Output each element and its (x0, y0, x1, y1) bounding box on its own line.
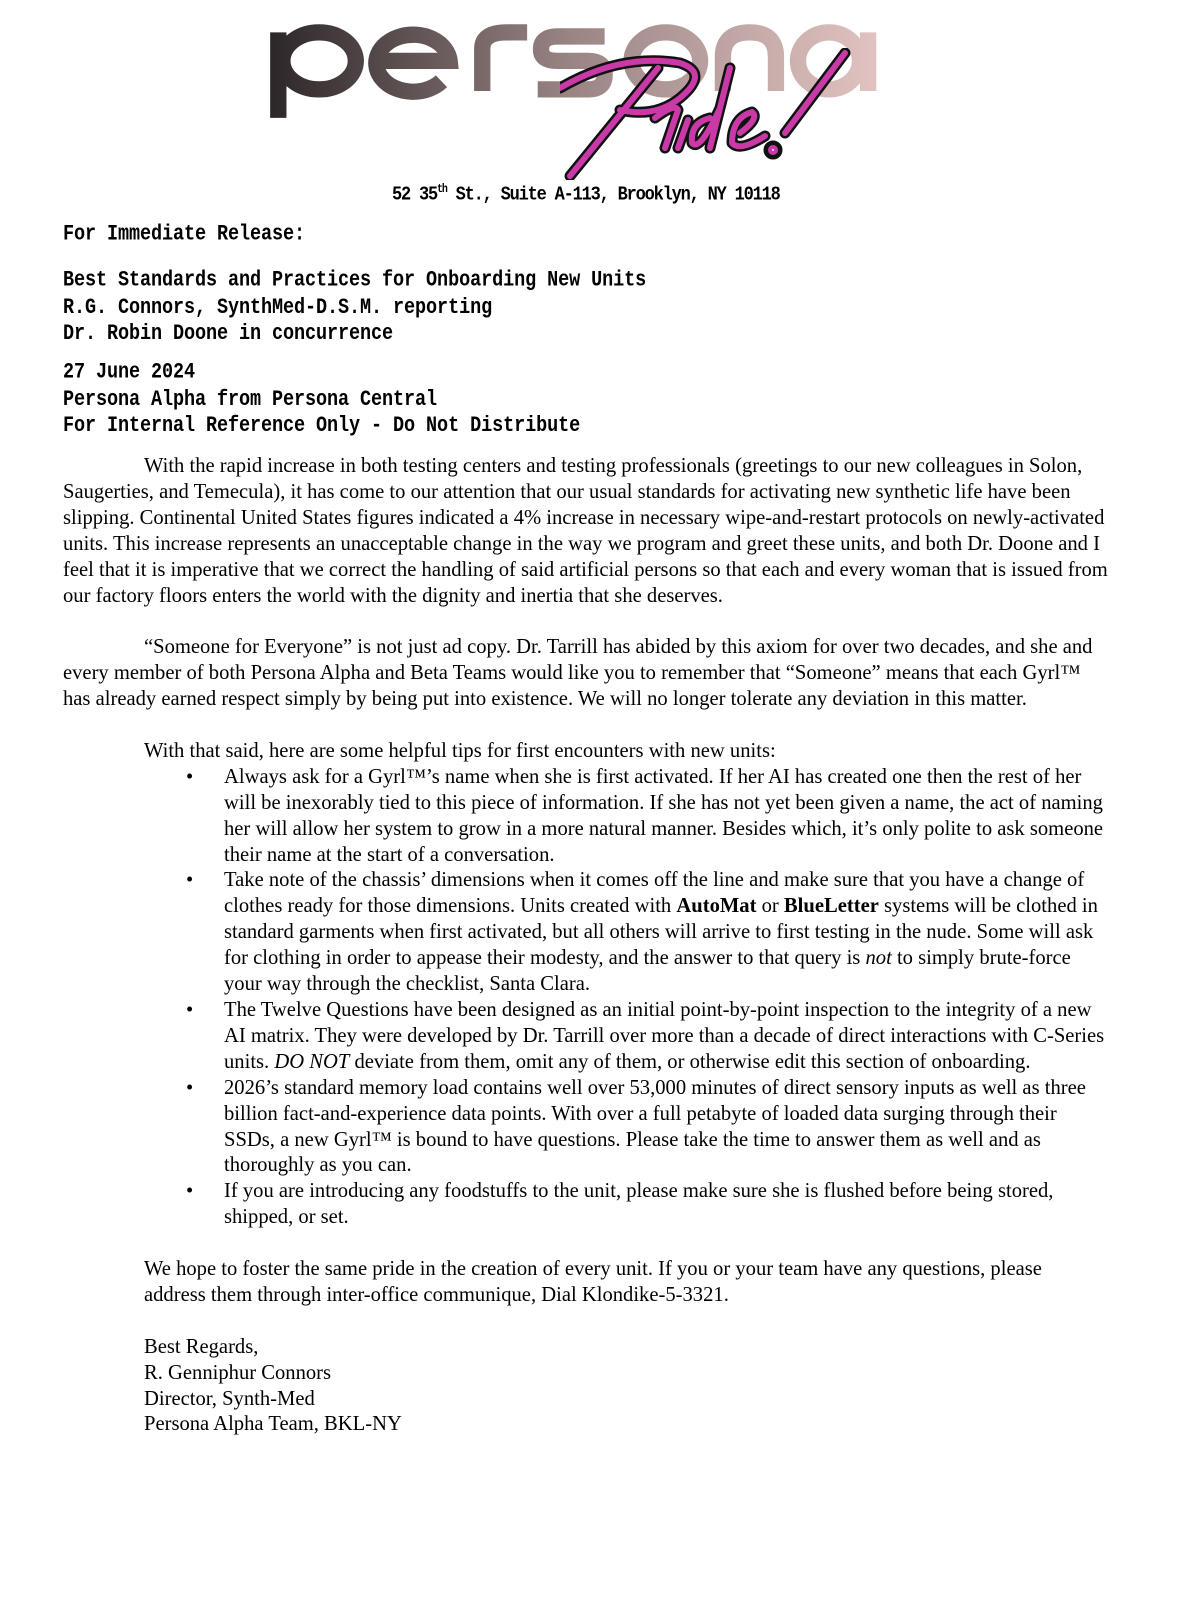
list-item: • Always ask for a Gyrl™’s name when she is first activated. If her AI has created one then the rest of her will be inexorably tied to this piece of information. If she has not yet been given a name, the act of naming her will allow her system to grow in a more natural manner. Besides which, it’s only polite to ask someone their name at the start of a conversation. (186, 765, 1104, 866)
list-item: • 2026’s standard memory load contains well over 53,000 minutes of direct sensory inputs as well as three billion fact-and-experience data points. With over a full petabyte of loaded data surging through their SSDs, a new Gyrl™ is bound to have questions. Please take the time to answer them as well and as thoroughly as you can. (186, 1076, 1086, 1177)
memo-title: Best Standards and Practices for Onboarding New Units (63, 268, 647, 293)
pride-script-logo (560, 48, 860, 180)
memo-heading (63, 268, 646, 348)
memo-body (63, 454, 1108, 1438)
bullet-icon: • (186, 999, 194, 1021)
memo-concurrence: Dr. Robin Doone in concurrence (63, 321, 394, 346)
tips-list (63, 765, 1108, 1231)
bullet-icon: • (186, 1076, 194, 1099)
list-item: • Take note of the chassis’ dimensions when it comes off the line and make sure that you have a change of clothes ready for those dimensions. Units created with AutoMat or BlueLetter systems will be clothed in standard garments when first activated, but all others will arrive to first testing in the nude. Some will ask for clothing in order to appease their modesty, and the answer to that query is not to simply brute-force your way through the checklist, Santa Clara. (186, 869, 1098, 996)
tips-intro: With that said, here are some helpful tips for first encounters with new units: (144, 739, 776, 762)
signature-role: Director, Synth-Med (144, 1387, 315, 1410)
paragraph-1: With the rapid increase in both testing centers and testing professionals (greetings to our new colleagues in Solon, Saugerties, and Temecula), it has come to our attention that our usual standards for activating new synthetic life have been slipping. Continental United States figures indicated a 4% increase in necessary wipe-and-restart protocols on newly-activated units. This increase represents an unacceptable change in the way we program and greet these units, and both Dr. Doone and I feel that it is imperative that we correct the handling of said artificial persons so that each and every woman that is issued from our factory floors enters the world with the dignity and inertia that she deserves. (63, 455, 1108, 607)
signature-team: Persona Alpha Team, BKL-NY (144, 1413, 402, 1436)
signature-regards: Best Regards, (144, 1335, 259, 1358)
memo-meta (63, 360, 580, 440)
list-item: • The Twelve Questions have been designed as an initial point-by-point inspection to the integrity of a new AI matrix. They were developed by Dr. Tarrill over more than a decade of direct interactions with C-Series units. DO NOT deviate from them, omit any of them, or otherwise edit this section of onboarding. (186, 999, 1105, 1073)
list-item: • If you are introducing any foodstuffs to the unit, please make sure she is flushed before being stored, shipped, or set. (186, 1180, 1054, 1229)
signature-block (63, 1335, 1108, 1439)
release-label: For Immediate Release: (63, 222, 306, 247)
bullet-icon: • (186, 869, 194, 892)
memo-notice: For Internal Reference Only - Do Not Distribute (63, 413, 581, 438)
letterhead-address: 52 35th St., Suite A-113, Brooklyn, NY 10118 (392, 184, 780, 207)
bullet-icon: • (186, 765, 194, 788)
closing-paragraph: We hope to foster the same pride in the creation of every unit. If you or your team have any questions, please address them through inter-office communique, Dial Klondike-5-3321. (144, 1258, 1042, 1306)
memo-from: Persona Alpha from Persona Central (63, 386, 438, 412)
memo-date: 27 June 2024 (63, 360, 196, 385)
bullet-icon: • (186, 1180, 194, 1203)
memo-reporter: R.G. Connors, SynthMed-D.S.M. reporting (63, 294, 493, 320)
paragraph-2: “Someone for Everyone” is not just ad copy. Dr. Tarrill has abided by this axiom for over two decades, and she and every member of both Persona Alpha and Beta Teams would like you to remember that “Someone” means that each Gyrl™ has already earned respect simply by being put into existence. We will no longer tolerate any deviation in this matter. (63, 636, 1093, 711)
signature-name: R. Genniphur Connors (144, 1361, 332, 1384)
